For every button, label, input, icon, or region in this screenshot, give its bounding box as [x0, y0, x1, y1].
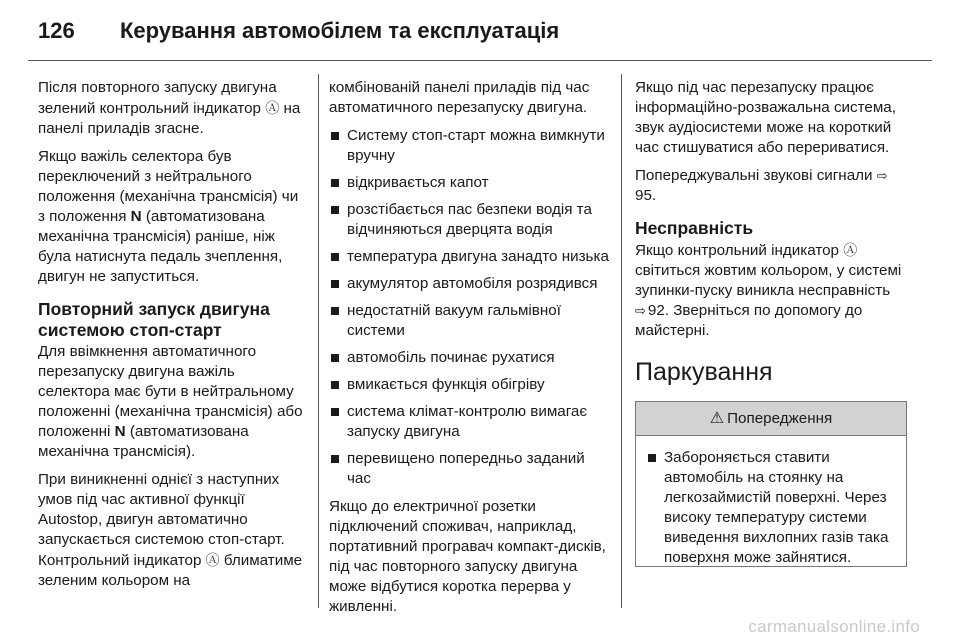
page-reference-link[interactable]: 92. [647, 302, 670, 319]
paragraph-restart-indicator: Після повторного запуску двигуна зелений контрольний індикатор Ⓐ на панелі приладів згасне. [38, 79, 301, 137]
warning-body [636, 436, 906, 566]
list-item: недостатній вакуум гальмівної системи [329, 301, 609, 341]
paragraph-selector-lever: Якщо важіль селектора був переключений з нейтрального положення (механічна трансмісія) чи з положення N (автоматизована механічна трансмісія) раніше, ніж була натиснута педаль зчеплення, двигун не запуститься. [38, 148, 299, 285]
warning-header [636, 402, 906, 436]
section-heading-parking: Паркування [635, 358, 773, 386]
paragraph-infotainment: Якщо під час перезапуску працює інформаційно-розважальна система, звук аудіосистеми може на короткий час стишуватися або перериватися. [635, 79, 896, 156]
list-item: розстібається пас безпеки водія та відчиняються дверцята водія [329, 200, 609, 240]
list-item: вмикається функція обігріву [329, 375, 609, 395]
warning-triangle-icon: ⚠ [709, 409, 725, 427]
list-item: система клімат-контролю вимагає запуску двигуна [329, 402, 609, 442]
list-item: температура двигуна занадто низька [329, 247, 609, 267]
gear-position-n: N [114, 423, 126, 440]
list-item: перевищено попередньо заданий час [329, 449, 609, 489]
list-item: автомобіль починає рухатися [329, 348, 609, 368]
list-item: Забороняється ставити автомобіль на стоянку на легкозаймистій поверхні. Через високу температуру системи виведення вихлопних газів така поверхня може зайнятися. [646, 448, 896, 566]
page-reference-arrow-icon: ⇨ [876, 168, 888, 183]
paragraph-conditions: При виникненні однієї з наступних умов під час активної функції Autostop, двигун автоматично запускається системою стоп-старт. Контрольний індикатор Ⓐ блиматиме зеленим кольором на [38, 471, 303, 589]
page-header [38, 18, 559, 48]
paragraph-fault: Якщо контрольний індикатор Ⓐ світиться жовтим кольором, у системі зупинки-пуску виникла несправність ⇨ 92. Зверніться по допомогу до майстерні. [635, 242, 902, 339]
list-item: акумулятор автомобіля розрядився [329, 274, 609, 294]
conditions-list [329, 126, 609, 489]
gear-position-n: N [130, 208, 142, 225]
section-heading-restart: Повторний запуск двигуна системою стоп-старт [38, 299, 270, 340]
list-item: відкривається капот [329, 173, 609, 193]
autostop-indicator-icon: Ⓐ [205, 552, 220, 568]
paragraph-auto-restart: Для ввімкнення автоматичного перезапуску двигуна важіль селектора має бути в нейтральному положенні (механічна трансмісія) або положенні N (автоматизована механічна трансмісія). [38, 343, 303, 460]
page-reference-arrow-icon: ⇨ [635, 303, 646, 318]
list-item: Систему стоп-старт можна вимкнути вручну [329, 126, 609, 166]
column-middle [329, 78, 609, 625]
watermark: carmanualsonline.info [748, 617, 920, 636]
column-left [38, 78, 308, 599]
column-divider [318, 74, 319, 608]
paragraph-power-socket: Якщо до електричної розетки підключений споживач, наприклад, портативний програвач компакт-дисків, під час повторного запуску двигуна може відбутися коротка перерва у живленні. [329, 498, 606, 615]
autostop-indicator-icon: Ⓐ [843, 242, 858, 258]
section-heading-fault: Несправність [635, 218, 754, 238]
column-right [635, 78, 907, 567]
paragraph-warning-chimes: Попереджувальні звукові сигнали ⇨95. [635, 167, 888, 204]
page-title: Керування автомобілем та експлуатація [120, 18, 560, 43]
header-rule [28, 60, 932, 61]
warning-title: Попередження [727, 409, 833, 427]
page-reference-link[interactable]: 95. [635, 187, 657, 204]
column-divider [621, 74, 622, 608]
warning-list [646, 448, 896, 566]
autostop-indicator-icon: Ⓐ [265, 100, 280, 116]
paragraph-continued: комбінованій панелі приладів під час автоматичного перезапуску двигуна. [329, 79, 590, 116]
warning-box [635, 401, 907, 567]
page-number: 126 [38, 18, 75, 43]
